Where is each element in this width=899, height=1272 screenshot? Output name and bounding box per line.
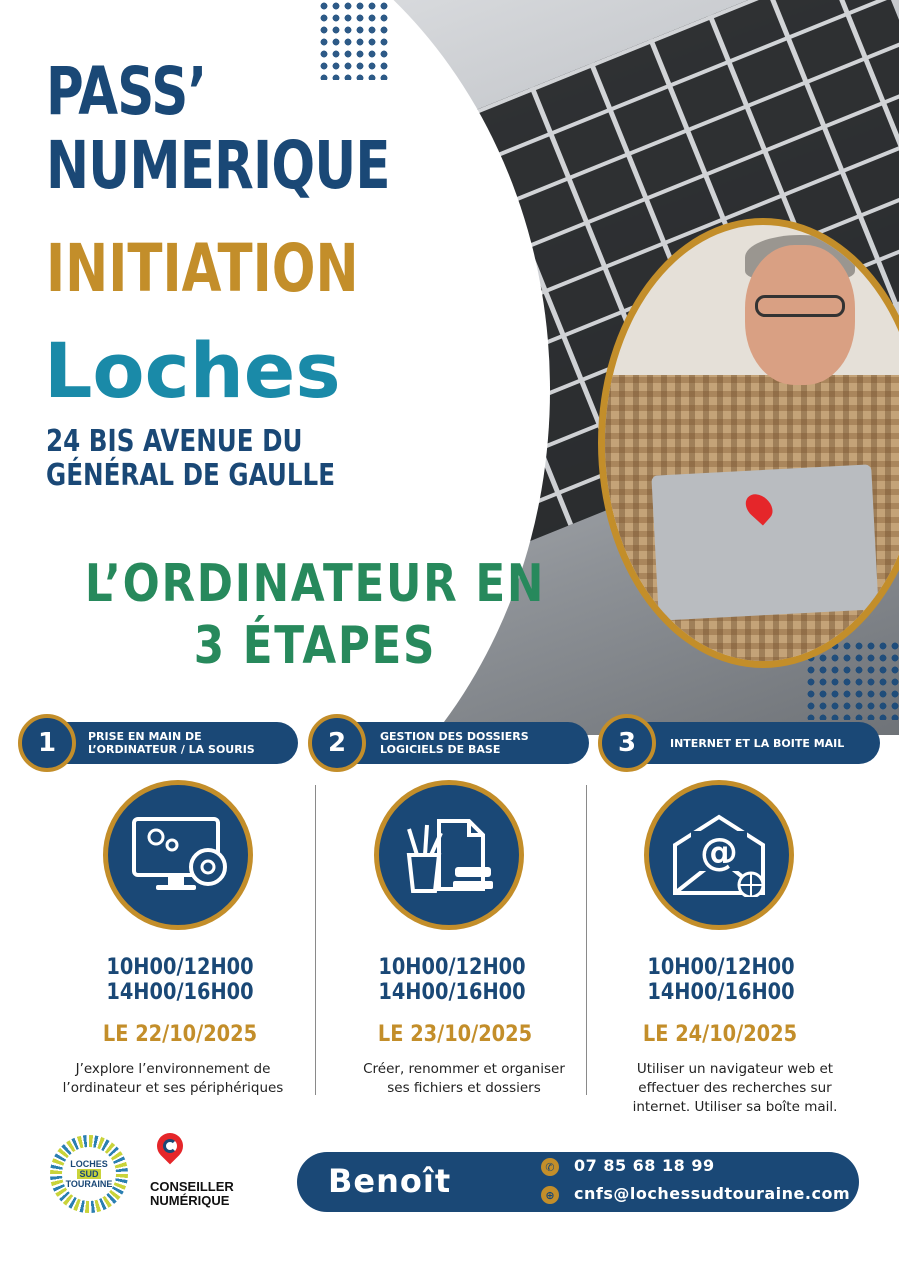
- title-line-2: NUMERIQUE: [46, 127, 390, 204]
- step-3-title: [670, 726, 875, 760]
- step-1-number: 1: [18, 714, 76, 772]
- step-1-times: [66, 955, 295, 1005]
- logo-text-sud: SUD: [79, 1169, 99, 1179]
- step-1-time-2: 14H00/16H00: [106, 980, 254, 1005]
- title-line-1: PASS’: [46, 53, 207, 130]
- step-2-times: [338, 955, 567, 1005]
- address-line-1: 24 BIS AVENUE DU: [46, 424, 303, 459]
- office-supplies-icon: [399, 815, 499, 895]
- step-3-desc-line-2: effectuer des recherches sur: [638, 1080, 832, 1096]
- contact-name: Benoît: [328, 1162, 452, 1200]
- logo-text-touraine: TOURAINE: [65, 1179, 113, 1189]
- step-1-title: [88, 726, 293, 760]
- laptop-image: [651, 464, 878, 620]
- column-divider: [586, 785, 587, 1095]
- step-3-desc-line-1: Utiliser un navigateur web et: [636, 1061, 834, 1077]
- cn-line-1: CONSEILLER: [150, 1179, 234, 1194]
- step-1-icon-badge: [103, 780, 253, 930]
- globe-icon: ⊕: [541, 1186, 559, 1204]
- step-3-time-1: 10H00/12H00: [647, 955, 795, 980]
- step-2-icon-badge: [374, 780, 524, 930]
- logo-text-loches: LOCHES: [70, 1159, 108, 1169]
- step-1-desc-line-1: J’explore l’environnement de: [75, 1061, 271, 1077]
- step-2-time-2: 14H00/16H00: [378, 980, 526, 1005]
- topic-line-1: L’ORDINATEUR EN: [84, 554, 546, 614]
- step-1-date: LE 22/10/2025: [102, 1022, 258, 1047]
- step-3-number: 3: [598, 714, 656, 772]
- glasses-icon: [755, 295, 845, 317]
- step-1-desc-line-2: l’ordinateur et ses périphériques: [62, 1080, 284, 1096]
- address-line-2: GÉNÉRAL DE GAULLE: [46, 458, 336, 493]
- page-title: [46, 55, 390, 203]
- step-3-date: LE 24/10/2025: [642, 1022, 798, 1047]
- subtitle: INITIATION: [46, 230, 359, 307]
- topic-heading: [50, 553, 579, 677]
- step-2-desc-line-2: ses fichiers et dossiers: [387, 1080, 541, 1096]
- step-1-title-line-1: PRISE EN MAIN DE: [88, 730, 202, 743]
- step-3-desc-line-3: internet. Utiliser sa boîte mail.: [632, 1099, 838, 1115]
- step-3-icon-badge: [644, 780, 794, 930]
- phone-icon: ✆: [541, 1158, 559, 1176]
- step-3-time-2: 14H00/16H00: [647, 980, 795, 1005]
- svg-text:@: @: [700, 830, 738, 874]
- step-1-description: [43, 1060, 303, 1098]
- contact-email[interactable]: cnfs@lochessudtouraine.com: [574, 1184, 851, 1203]
- city-name: Loches: [44, 326, 341, 415]
- column-divider: [315, 785, 316, 1095]
- step-2-title-line-2: LOGICIELS DE BASE: [380, 743, 501, 756]
- contact-phone[interactable]: 07 85 68 18 99: [574, 1156, 715, 1175]
- step-1-time-1: 10H00/12H00: [106, 955, 254, 980]
- address: [46, 425, 335, 493]
- email-envelope-icon: [669, 813, 769, 897]
- step-2-description: [334, 1060, 594, 1098]
- step-2-title-line-1: GESTION DES DOSSIERS: [380, 730, 529, 743]
- conseiller-numerique-logo: [150, 1180, 234, 1208]
- loches-sud-touraine-logo: [50, 1135, 128, 1213]
- topic-line-2: 3 ÉTAPES: [193, 616, 437, 676]
- step-3-title-line-1: INTERNET ET LA BOITE MAIL: [670, 736, 845, 750]
- cn-line-2: NUMÉRIQUE: [150, 1193, 230, 1208]
- step-3-description: [605, 1060, 865, 1117]
- step-2-desc-line-1: Créer, renommer et organiser: [363, 1061, 565, 1077]
- step-2-title: [380, 726, 585, 760]
- conseiller-numerique-c-mark: [163, 1139, 177, 1153]
- step-2-time-1: 10H00/12H00: [378, 955, 526, 980]
- step-1-title-line-2: L’ORDINATEUR / LA SOURIS: [88, 743, 255, 756]
- computer-settings-icon: [128, 815, 228, 895]
- step-3-times: [607, 955, 836, 1005]
- step-2-number: 2: [308, 714, 366, 772]
- step-2-date: LE 23/10/2025: [377, 1022, 533, 1047]
